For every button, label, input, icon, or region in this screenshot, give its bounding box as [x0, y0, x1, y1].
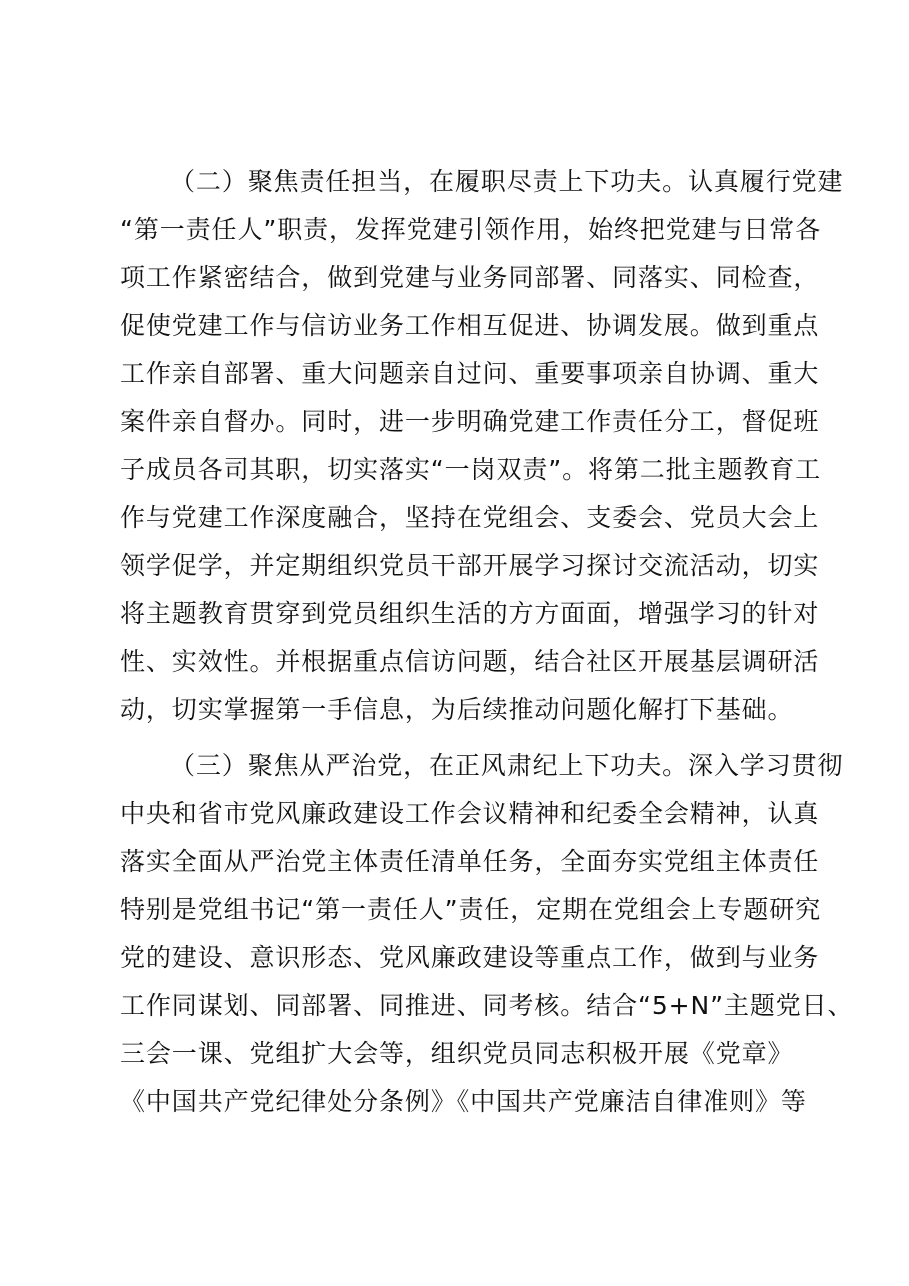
text-line: 动，切实掌握第一手信息，为后续推动问题化解打下基础。: [120, 695, 794, 724]
text-line: 三会一课、党组扩大会等，组织党员同志积极开展《党章》: [120, 1039, 794, 1068]
text-line: 《中国共产党纪律处分条例》《中国共产党廉洁自律准则》等: [120, 1087, 807, 1116]
text-line: 落实全面从严治党主体责任清单任务，全面夯实党组主体责任: [120, 847, 820, 876]
text-line: 党的建设、意识形态、党风廉政建设等重点工作，做到与业务: [120, 943, 820, 972]
text-line: 领学促学，并定期组织党员干部开展学习探讨交流活动，切实: [120, 551, 820, 580]
text-line: 中央和省市党风廉政建设工作会议精神和纪委全会精神，认真: [120, 799, 820, 828]
text-line: 促使党建工作与信访业务工作相互促进、协调发展。做到重点: [120, 311, 820, 340]
text-line: 作与党建工作深度融合，坚持在党组会、支委会、党员大会上: [120, 503, 820, 532]
text-line: 子成员各司其职，切实落实“一岗双责”。将第二批主题教育工: [120, 455, 822, 484]
text-line: （三）聚焦从严治党，在正风肃纪上下功夫。深入学习贯彻: [170, 751, 844, 780]
text-line: 性、实效性。并根据重点信访问题，结合社区开展基层调研活: [120, 647, 820, 676]
text-line: 工作同谋划、同部署、同推进、同考核。结合“5+N”主题党日、: [120, 991, 854, 1020]
text-line: 项工作紧密结合，做到党建与业务同部署、同落实、同检查，: [120, 263, 820, 292]
text-line: 将主题教育贯穿到党员组织生活的方方面面，增强学习的针对: [120, 599, 820, 628]
text-line: “第一责任人”职责，发挥党建引领作用，始终把党建与日常各: [120, 215, 822, 244]
text-line: 特别是党组书记“第一责任人”责任，定期在党组会上专题研究: [120, 895, 822, 924]
text-line: 案件亲自督办。同时，进一步明确党建工作责任分工，督促班: [120, 407, 820, 436]
text-line: 工作亲自部署、重大问题亲自过问、重要事项亲自协调、重大: [120, 359, 820, 388]
text-line: （二）聚焦责任担当，在履职尽责上下功夫。认真履行党建: [170, 167, 844, 196]
